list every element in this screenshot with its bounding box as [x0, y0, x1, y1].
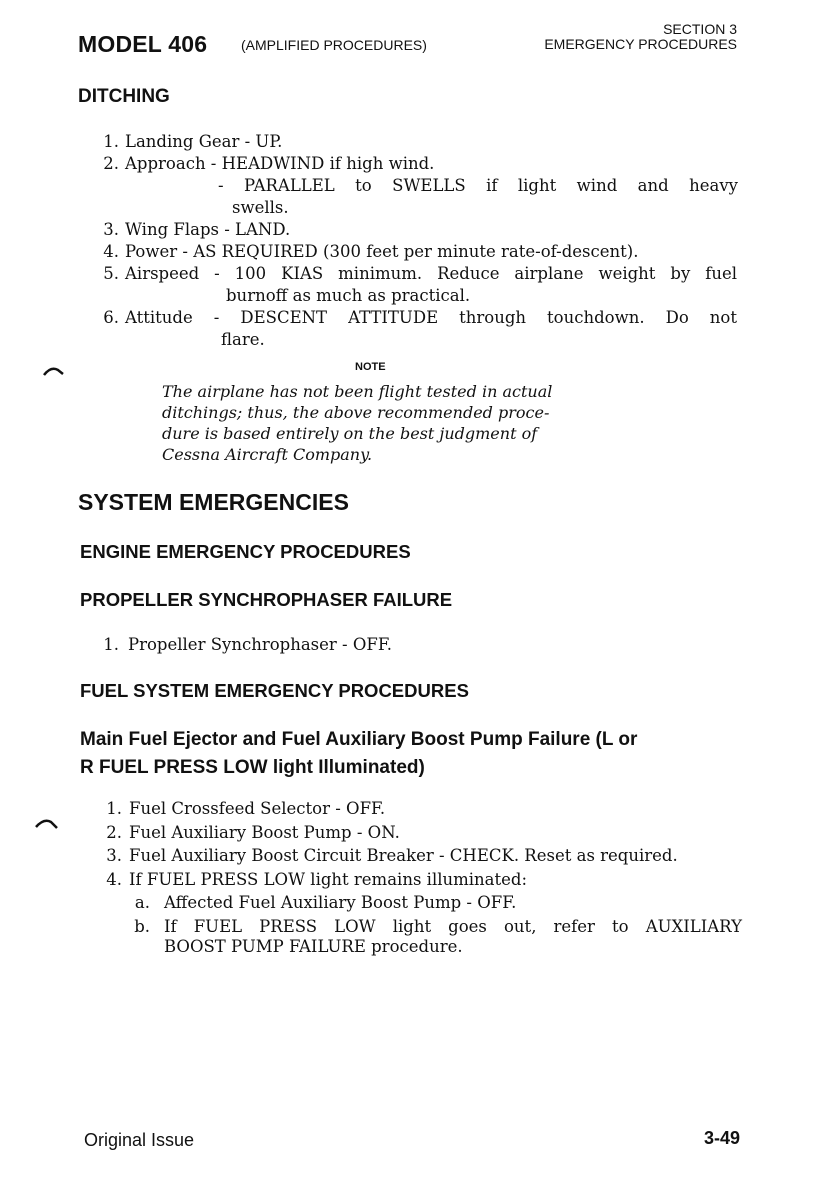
item-number: 4.	[106, 869, 122, 889]
item-number: 1.	[106, 799, 122, 818]
item-number: 5.	[103, 264, 119, 283]
item-text: - PARALLEL to SWELLS if light wind and heavy	[218, 176, 738, 195]
item-text: burnoff as much as practical.	[226, 286, 471, 305]
item-text: flare.	[221, 330, 265, 349]
section-title: EMERGENCY PROCEDURES	[544, 36, 737, 52]
item-number: 3.	[103, 220, 119, 239]
item-number: 3.	[106, 846, 122, 865]
page-number: 3-49	[704, 1128, 741, 1148]
revision-mark-icon	[34, 817, 60, 831]
model-title: MODEL 406	[78, 31, 208, 57]
item-text: If FUEL PRESS LOW light goes out, refer to AUXILIARY	[164, 916, 742, 936]
item-text: Power - AS REQUIRED (300 feet per minute rate-of-descent).	[125, 242, 639, 261]
system-emergencies-heading: SYSTEM EMERGENCIES	[78, 489, 349, 515]
item-text: Affected Fuel Auxiliary Boost Pump - OFF.	[164, 893, 517, 912]
item-number: 1.	[103, 132, 119, 151]
fuel-failure-subheading	[80, 726, 770, 782]
item-number: 2.	[106, 822, 122, 842]
note-line: Cessna Aircraft Company.	[162, 445, 373, 464]
item-number: 1.	[103, 635, 119, 654]
section-number: SECTION 3	[663, 21, 737, 37]
item-text: Attitude - DESCENT ATTITUDE through touchdown. Do not	[125, 308, 737, 327]
fuel-system-heading: FUEL SYSTEM EMERGENCY PROCEDURES	[80, 680, 469, 701]
note-line: dure is based entirely on the best judgment of	[162, 424, 538, 443]
engine-emergency-heading: ENGINE EMERGENCY PROCEDURES	[80, 541, 411, 562]
item-text: Approach - HEADWIND if high wind.	[125, 154, 435, 173]
item-text: swells.	[232, 198, 289, 217]
note-line: ditchings; thus, the above recommended proce-	[162, 403, 550, 422]
item-text: Fuel Auxiliary Boost Pump - ON.	[129, 822, 400, 842]
ditching-heading: DITCHING	[78, 86, 170, 107]
item-letter: b.	[134, 916, 150, 936]
footer-issue: Original Issue	[84, 1130, 195, 1150]
item-number: 4.	[103, 242, 119, 261]
section-label	[544, 22, 737, 52]
note-line: The airplane has not been flight tested in actual	[162, 382, 553, 401]
item-number: 2.	[103, 154, 119, 173]
item-text: Airspeed - 100 KIAS minimum. Reduce airplane weight by fuel	[125, 264, 737, 283]
item-text: BOOST PUMP FAILURE procedure.	[164, 937, 463, 956]
item-text: Fuel Crossfeed Selector - OFF.	[129, 799, 386, 818]
item-text: Wing Flaps - LAND.	[125, 220, 291, 239]
subheading-line: Main Fuel Ejector and Fuel Auxiliary Boost Pump Failure (L or	[80, 729, 638, 750]
item-text: If FUEL PRESS LOW light remains illuminated:	[129, 869, 528, 889]
propeller-synchrophaser-heading: PROPELLER SYNCHROPHASER FAILURE	[80, 589, 453, 610]
note-body	[162, 381, 552, 465]
item-text: Fuel Auxiliary Boost Circuit Breaker - CHECK. Reset as required.	[129, 846, 678, 865]
revision-mark-icon	[42, 364, 66, 378]
item-text: Propeller Synchrophaser - OFF.	[128, 635, 392, 654]
header-subtitle: (AMPLIFIED PROCEDURES)	[241, 37, 427, 53]
note-heading: NOTE	[355, 361, 386, 373]
item-text: Landing Gear - UP.	[125, 132, 283, 151]
item-letter: a.	[134, 893, 150, 912]
item-number: 6.	[103, 308, 119, 327]
subheading-line: R FUEL PRESS LOW light Illuminated)	[80, 757, 425, 778]
